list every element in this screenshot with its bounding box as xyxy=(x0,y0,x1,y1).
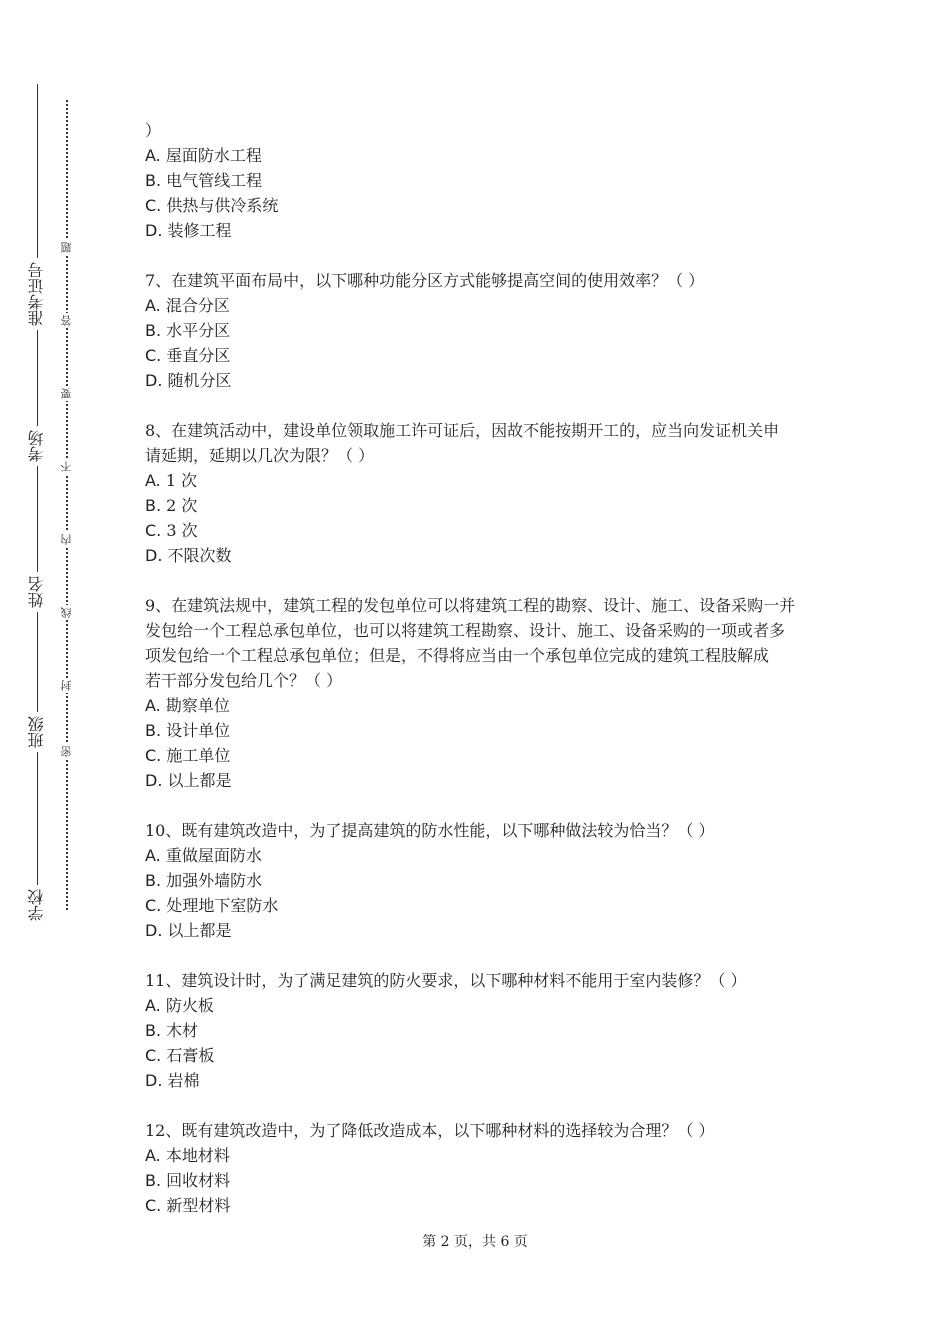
option-b: B. 木材 xyxy=(145,1021,199,1040)
option-a: A. 本地材料 xyxy=(145,1146,230,1165)
option-d: D. 岩棉 xyxy=(145,1071,200,1090)
label-class: 班级 xyxy=(22,712,52,752)
question-stem-line: ） xyxy=(145,121,162,140)
seal-char: 封 xyxy=(58,678,76,693)
seal-char: 线 xyxy=(58,605,76,620)
question-stem-line: 8、在建筑活动中，建设单位领取施工许可证后，因故不能按期开工的，应当向发证机关申 xyxy=(145,421,780,440)
question-10 xyxy=(145,818,815,943)
option-a: A. 勘察单位 xyxy=(145,696,230,715)
seal-char: 不 xyxy=(58,459,76,474)
option-a: A. 1 次 xyxy=(145,471,198,490)
question-9 xyxy=(145,593,815,793)
question-stem-line: 10、既有建筑改造中，为了提高建筑的防水性能，以下哪种做法较为恰当？（ ） xyxy=(145,821,715,840)
option-c: C. 垂直分区 xyxy=(145,346,231,365)
option-a: A. 防火板 xyxy=(145,996,214,1015)
option-c: C. 施工单位 xyxy=(145,746,231,765)
seal-char: 密 xyxy=(58,744,76,759)
option-a: A. 屋面防水工程 xyxy=(145,146,262,165)
option-b: B. 回收材料 xyxy=(145,1171,231,1190)
option-a: A. 混合分区 xyxy=(145,296,230,315)
seal-char: 要 xyxy=(58,386,76,401)
label-name: 姓名 xyxy=(22,572,52,612)
question-6-tail xyxy=(145,118,815,243)
seal-char: 题 xyxy=(58,240,76,255)
option-b: B. 设计单位 xyxy=(145,721,231,740)
option-c: C. 石膏板 xyxy=(145,1046,215,1065)
option-b: B. 电气管线工程 xyxy=(145,171,263,190)
option-b: B. 加强外墙防水 xyxy=(145,871,263,890)
seal-dotted-line xyxy=(66,100,68,910)
option-b: B. 水平分区 xyxy=(145,321,231,340)
question-8 xyxy=(145,418,815,568)
seal-char: 内 xyxy=(58,532,76,547)
option-d: D. 不限次数 xyxy=(145,546,232,565)
question-stem-line: 7、在建筑平面布局中，以下哪种功能分区方式能够提高空间的使用效率？（ ） xyxy=(145,271,705,290)
option-c: C. 供热与供冷系统 xyxy=(145,196,279,215)
question-stem-line: 若干部分发包给几个？（ ） xyxy=(145,671,343,690)
page-footer: 第 2 页，共 6 页 xyxy=(422,1234,528,1250)
question-list xyxy=(145,118,815,1218)
label-school: 学校 xyxy=(22,885,52,925)
option-b: B. 2 次 xyxy=(145,496,198,515)
option-d: D. 装修工程 xyxy=(145,221,232,240)
binding-solid-line xyxy=(37,84,38,924)
seal-char: 答 xyxy=(58,313,76,328)
label-exam-room: 考场 xyxy=(22,426,52,466)
option-c: C. 新型材料 xyxy=(145,1196,231,1215)
question-stem-line: 9、在建筑法规中，建筑工程的发包单位可以将建筑工程的勘察、设计、施工、设备采购一并 xyxy=(145,596,796,615)
option-c: C. 3 次 xyxy=(145,521,198,540)
question-stem-line: 12、既有建筑改造中，为了降低改造成本，以下哪种材料的选择较为合理？（ ） xyxy=(145,1121,715,1140)
option-d: D. 以上都是 xyxy=(145,771,232,790)
question-11 xyxy=(145,968,815,1093)
label-exam-number: 准考证号 xyxy=(22,258,52,330)
question-stem-line: 请延期，延期以几次为限？（ ） xyxy=(145,446,375,465)
binding-margin xyxy=(0,0,110,1344)
question-stem-line: 项发包给一个工程总承包单位；但是，不得将应当由一个承包单位完成的建筑工程肢解成 xyxy=(145,646,770,665)
option-d: D. 以上都是 xyxy=(145,921,232,940)
option-c: C. 处理地下室防水 xyxy=(145,896,279,915)
option-a: A. 重做屋面防水 xyxy=(145,846,262,865)
question-12 xyxy=(145,1118,815,1218)
question-stem-line: 11、建筑设计时，为了满足建筑的防火要求，以下哪种材料不能用于室内装修？（ ） xyxy=(145,971,747,990)
question-stem-line: 发包给一个工程总承包单位，也可以将建筑工程勘察、设计、施工、设备采购的一项或者多 xyxy=(145,621,786,640)
question-7 xyxy=(145,268,815,393)
option-d: D. 随机分区 xyxy=(145,371,232,390)
